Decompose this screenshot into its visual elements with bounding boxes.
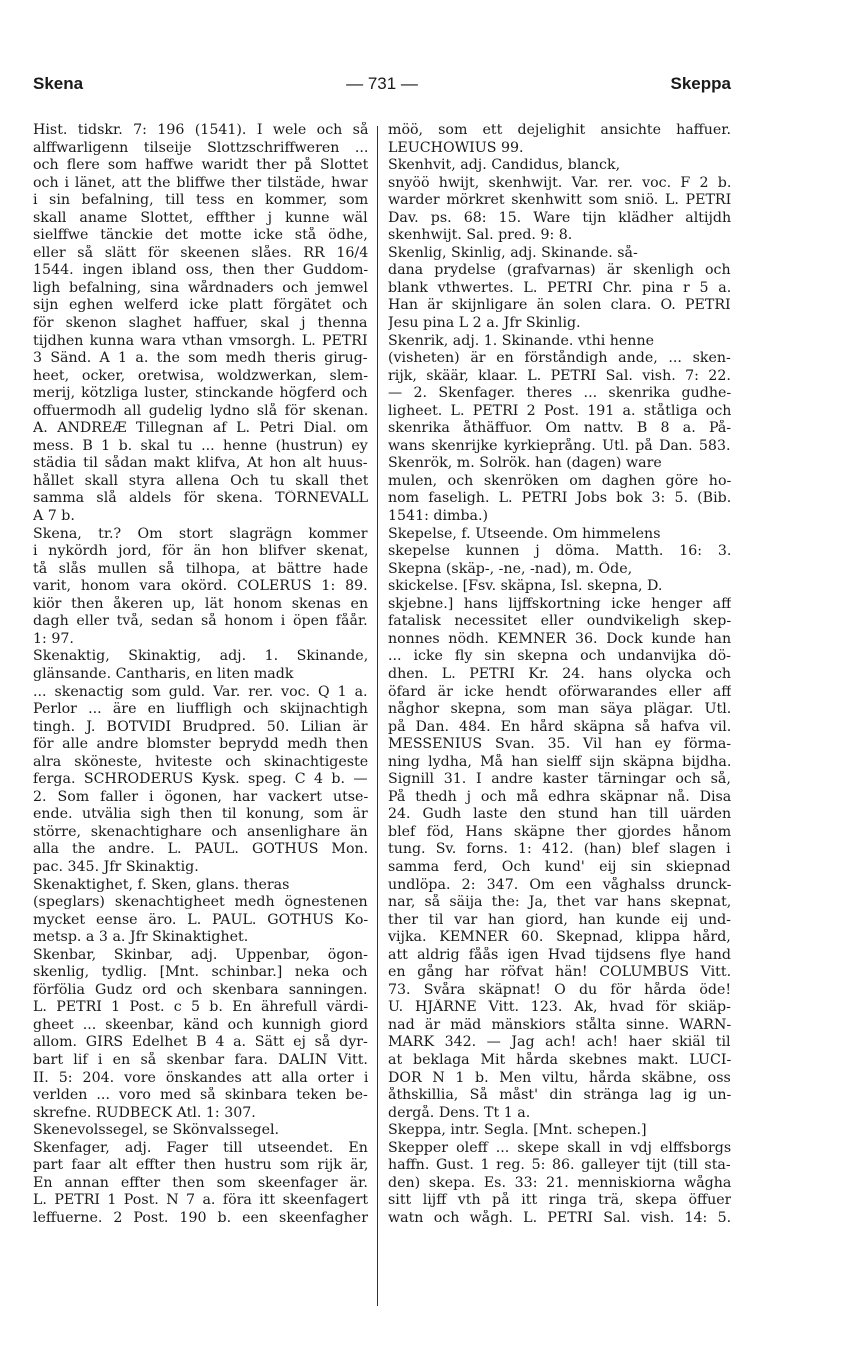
text-line: skenhwijt. Sal. pred. 9: 8. [388, 227, 573, 244]
text-line: ... skenactig som guld. Var. rer. voc. Q 1 a. [33, 683, 368, 700]
text-line: Skenrök, m. Solrök. han (dagen) ware [388, 455, 662, 472]
text-line: undlöpa. 2: 347. Om een våghalss drunck- [388, 876, 731, 893]
text-line: nom faseligh. L. PETRI Jobs bok 3: 5. (Bib. [388, 490, 731, 507]
text-line: 1541: dimba.) [388, 508, 489, 525]
text-line: 1544. ingen ibland oss, then ther Guddom- [33, 262, 368, 279]
text-line: (visheten) är en förståndigh ande, ... sken- [388, 350, 731, 367]
text-line: Skenrik, adj. 1. Skinande. vthi henne [388, 332, 654, 349]
text-line: kiör then åkeren up, lät honom skenas en [33, 595, 368, 612]
text-line: U. HJÄRNE Vitt. 123. Ak, hvad för skiäp- [388, 999, 731, 1016]
text-line: Skenaktig, Skinaktig, adj. 1. Skinande, [33, 648, 368, 665]
text-line: blef föd, Hans skäpne ther gjordes hånom [388, 823, 731, 840]
text-line: bart lif i en så skenbar fara. DALIN Vitt. [33, 1051, 368, 1068]
text-line: merij, kötzliga luster, stinckande högferd och [33, 385, 368, 402]
text-line: Skenhvit, adj. Candidus, blanck, [388, 157, 621, 174]
text-line: ther til var han giord, han kunde eij und- [388, 911, 731, 928]
text-line: att aldrig fåås igen Hvad tijdsens flye hand [388, 946, 731, 963]
text-line: ligh befalning, sina wårdnaders och jemwel [33, 279, 368, 296]
text-line: Perlor ... äre en liuffligh och skijnachtigh [33, 701, 368, 718]
text-line: Jesu pina L 2 a. Jfr Skinlig. [388, 315, 581, 332]
text-line: en gång har röfvat hän! COLUMBUS Vitt. [388, 964, 731, 981]
text-line: snyöö hwijt, skenhwijt. Var. rer. voc. F 2 b. [388, 174, 731, 191]
text-line: tung. Sv. forns. 1: 412. (han) blef slagen i [388, 841, 731, 858]
text-line: större, skenachtighare och ansenlighare än [33, 823, 368, 840]
text-line: På thedh j och må edhra skäpnar nå. Disa [388, 788, 731, 805]
text-line: warder mörkret skenhwitt som sniö. L. PETRI [388, 192, 731, 209]
text-line: MARK 342. — Jag ach! ach! haer skiäl til [388, 1034, 731, 1051]
text-line: nonnes nödh. KEMNER 36. Dock kunde han [388, 630, 731, 647]
text-line: 1: 97. [33, 630, 74, 647]
text-line: eller så slätt för skeenen slåes. RR 16/4 [33, 244, 368, 261]
text-line: mulen, och skenröken om daghen göre ho- [388, 472, 731, 489]
text-line: Skepna (skäp-, -ne, -nad), m. Öde, [388, 560, 633, 577]
text-line: städia til sådan makt klifva, At hon alt huus- [33, 455, 368, 472]
text-line: och i länet, att the bliffwe ther tilstäde, hwar [33, 174, 368, 191]
text-line: för alle andre blomster beprydd medh then [33, 736, 368, 753]
left-column [33, 122, 368, 1227]
text-line: at beklaga Mit hårda skebnes makt. LUCI- [388, 1051, 731, 1068]
text-line: skenrika åthäffuor. Om nattv. B 8 a. På- [388, 420, 731, 437]
text-line: i sin befalning, till tess en kommer, som [33, 192, 368, 209]
text-line: ferga. SCHRODERUS Kysk. speg. C 4 b. — [33, 771, 368, 788]
text-line: heet, ocker, oretwisa, woldzwerkan, slem- [33, 367, 368, 384]
text-line: Skeppa, intr. Segla. [Mnt. schepen.] [388, 1122, 647, 1139]
text-line: Hist. tidskr. 7: 196 (1541). I wele och så [33, 122, 368, 138]
text-line: åthskillia, Så måst' din stränga lag ig un- [388, 1087, 731, 1104]
text-line: ende. utvälia sigh then til konung, som är [33, 806, 368, 823]
text-line: skepelse kunnen j döma. Matth. 16: 3. [388, 543, 731, 560]
text-line: leffuerne. 2 Post. 190 b. een skeenfagher [33, 1209, 368, 1226]
text-line: i nykördh jord, för än hon blifver skenat, [33, 543, 368, 560]
text-line: Skenbar, Skinbar, adj. Uppenbar, ögon- [33, 946, 368, 963]
text-line: glänsande. Cantharis, en liten madk [33, 665, 294, 682]
text-line: 2. Som faller i ögonen, har vackert utse- [33, 788, 368, 805]
text-line: Skenevolssegel, se Skönvalssegel. [33, 1122, 280, 1139]
text-line: fatalisk necessitet eller oundvikeligh skep- [388, 613, 731, 630]
text-line: metsp. a 3 a. Jfr Skinaktighet. [33, 929, 249, 946]
text-line: öfard är icke hendt oförwarandes eller aff [388, 683, 731, 700]
text-line: (speglars) skenachtigheet medh ögnestenen [33, 894, 368, 911]
text-line: alla the andre. L. PAUL. GOTHUS Mon. [33, 841, 368, 858]
text-line: skickelse. [Fsv. skäpna, Isl. skepna, D. [388, 578, 663, 595]
text-line: förfölia Gudz ord och skenbara sanningen. [33, 981, 368, 998]
text-line: alra sköneste, hviteste och skinachtigeste [33, 753, 368, 770]
text-line: Dav. ps. 68: 15. Ware tijn klädher altijdh [388, 209, 731, 226]
text-line: L. PETRI 1 Post. N 7 a. föra itt skeenfagert [33, 1192, 368, 1209]
text-line: 73. Svåra skäpnat! O du för hårda öde! [388, 981, 731, 998]
header-last-entry: Skeppa [670, 74, 731, 93]
text-line: part faar alt effter then hustru som rijk är, [33, 1157, 368, 1174]
text-line: wans skenrijke kyrkieprång. Utl. på Dan. 583. [388, 437, 731, 454]
text-line: watn och wågh. L. PETRI Sal. vish. 14: 5. [388, 1209, 731, 1226]
text-line: nad är mäd mänskiors stålta sinne. WARN- [388, 1016, 731, 1033]
text-line: L. PETRI 1 Post. c 5 b. En ährefull värdi- [33, 999, 368, 1016]
text-line: sielffwe tänckie det motte icke stå ödhe, [33, 227, 368, 244]
text-line: sitt lijff vth på itt ringa trä, skepa öffuer [388, 1192, 731, 1209]
text-line: samma ferd, Och kund' eij sin skiepnad [388, 858, 731, 875]
text-line: för skenon slaghet haffuer, skal j thenna [33, 315, 368, 332]
text-line: mycket eense äro. L. PAUL. GOTHUS Ko- [33, 911, 368, 928]
text-line: Skepelse, f. Utseende. Om himmelens [388, 525, 661, 542]
text-line: Skepper oleff ... skepe skall in vdj elffsborgs [388, 1139, 731, 1156]
text-line: A 7 b. [33, 508, 75, 525]
text-line: gheet ... skeenbar, känd och kunnigh giord [33, 1016, 368, 1033]
text-line: LEUCHOWIUS 99. [388, 139, 524, 156]
text-line: skjebne.] hans lijffskortning icke henger aff [388, 595, 731, 612]
text-line: tingh. J. BOTVIDI Brudpred. 50. Lilian är [33, 718, 368, 735]
text-line: A. ANDREÆ Tillegnan af L. Petri Dial. om [33, 420, 368, 437]
text-line: offuermodh all gudelig lydno slå för skenan. [33, 402, 368, 419]
text-line: ligheet. L. PETRI 2 Post. 191 a. ståtliga och [388, 402, 731, 419]
text-line: dhen. L. PETRI Kr. 24. hans olycka och [388, 665, 731, 682]
text-line: blank vthwertes. L. PETRI Chr. pina r 5 a. [388, 279, 731, 296]
text-line: En annan effter then som skeenfager är. [33, 1174, 368, 1191]
column-divider [377, 126, 378, 1306]
page-number: — 731 — [346, 74, 418, 93]
right-column [388, 122, 731, 1227]
text-line: Skenaktighet, f. Sken, glans. theras [33, 876, 290, 893]
text-line: dergå. Dens. Tt 1 a. [388, 1104, 531, 1121]
text-line: dagh eller två, sedan så honom i öpen fåår. [33, 613, 368, 630]
text-line: verlden ... voro med så skinbara teken be- [33, 1087, 368, 1104]
text-line: den) skepa. Es. 33: 21. menniskiorna wågha [388, 1174, 731, 1191]
text-line: vijka. KEMNER 60. Skepnad, klippa hård, [388, 929, 731, 946]
text-line: Signill 31. I andre kaster tärningar och så, [388, 771, 731, 788]
running-header [33, 74, 731, 98]
text-line: skrefne. RUDBECK Atl. 1: 307. [33, 1104, 256, 1121]
text-line: Han är skijnligare än solen clara. O. PETRI [388, 297, 731, 314]
text-line: II. 5: 204. vore önskandes att alla orter i [33, 1069, 368, 1086]
text-line: skall aname Slottet, effther j kunne wäl [33, 209, 368, 226]
text-line: — 2. Skenfager. theres ... skenrika gudhe- [388, 385, 731, 402]
text-line: rijk, skäär, klaar. L. PETRI Sal. vish. 7: 22. [388, 367, 731, 384]
text-line: någhor skepna, som man säya plägar. Utl. [388, 701, 731, 718]
text-line: Skena, tr.? Om stort slagrägn kommer [33, 525, 368, 542]
text-line: alffwarligenn tilseije Slottzschriffweren ... [33, 139, 368, 156]
text-line: ning lydha, Må han sielff sijn skäpna bijdha. [388, 753, 731, 770]
text-line: varit, honom vara okörd. COLERUS 1: 89. [33, 578, 368, 595]
text-line: möö, som ett dejelighit ansichte haffuer. [388, 122, 731, 138]
text-line: sijn eghen welferd icke platt förgätet och [33, 297, 368, 314]
text-line: skenlig, tydlig. [Mnt. schinbar.] neka och [33, 964, 368, 981]
text-line: dana prydelse (grafvarnas) är skenligh och [388, 262, 731, 279]
text-line: Skenfager, adj. Fager till utseendet. En [33, 1139, 368, 1156]
text-line: tå slås mullen så tilhopa, at bättre hade [33, 560, 368, 577]
text-line: 3 Sänd. A 1 a. the som medh theris girug- [33, 350, 368, 367]
text-line: 24. Gudh laste den stund han till uärden [388, 806, 731, 823]
text-line: DOR N 1 b. Men viltu, hårda skäbne, oss [388, 1069, 731, 1086]
text-line: på Dan. 484. En hård skäpna så hafva vil. [388, 718, 731, 735]
text-line: hållet skall styra allena Och tu skall thet [33, 472, 368, 489]
text-line: pac. 345. Jfr Skinaktig. [33, 858, 199, 875]
text-line: samma slå aldels för skena. TÖRNEVALL [33, 490, 368, 507]
text-line: Skenlig, Skinlig, adj. Skinande. så- [388, 244, 638, 261]
text-line: ... icke fly sin skepna och undanvijka dö- [388, 648, 731, 665]
text-line: och flere som haffwe waridt ther på Slottet [33, 157, 368, 174]
text-line: allom. GIRS Edelhet B 4 a. Sätt ej så dyr- [33, 1034, 368, 1051]
text-line: MESSENIUS Svan. 35. Vil han ey förma- [388, 736, 731, 753]
text-line: tijdhen kunna wara vthan vmsorgh. L. PETRI [33, 332, 368, 349]
text-line: nar, så säija the: Ja, thet var hans skepnat, [388, 894, 731, 911]
header-first-entry: Skena [33, 74, 84, 93]
text-line: haffn. Gust. 1 reg. 5: 86. galleyer tijt (till sta- [388, 1157, 731, 1174]
text-line: mess. B 1 b. skal tu ... henne (hustrun) ey [33, 437, 368, 454]
